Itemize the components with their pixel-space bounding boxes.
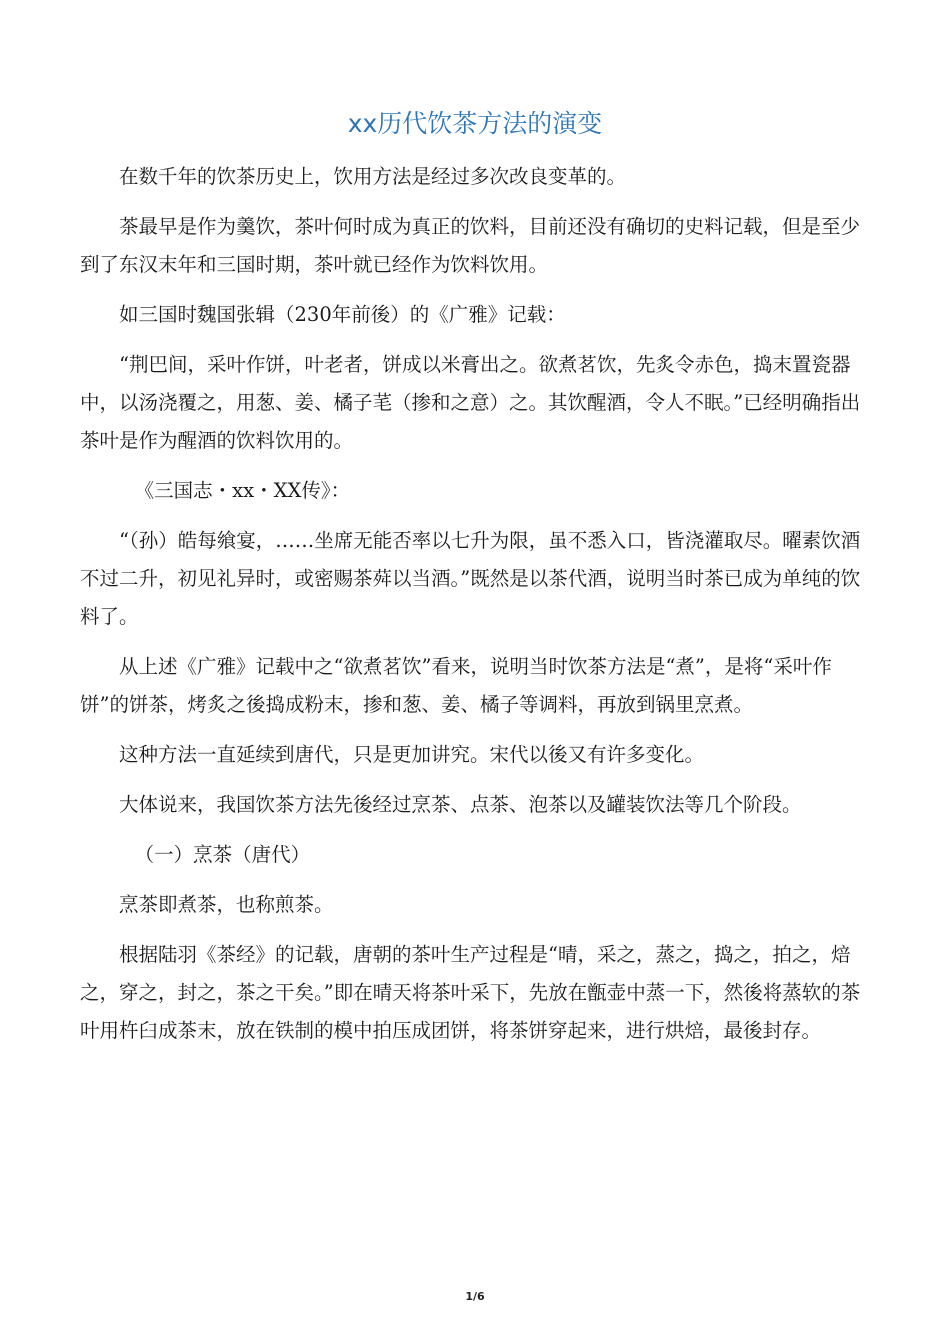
page-number: 1/6 [465, 1290, 485, 1303]
quote-paragraph: “荆巴间，采叶作饼，叶老者，饼成以米膏出之。欲煮茗饮，先炙令赤色，捣末置瓷器中，以汤浇覆之，用葱、姜、橘子芼（掺和之意）之。其饮醒酒，令人不眠。”已经明确指出茶叶是作为醒酒的饮料饮用的。 [80, 353, 861, 452]
paragraph: 大体说来，我国饮茶方法先後经过烹茶、点茶、泡茶以及罐装饮法等几个阶段。 [119, 793, 802, 816]
paragraph: 根据陆羽《茶经》的记载，唐朝的茶叶生产过程是“晴，采之，蒸之，捣之，拍之，焙之，穿之，封之，茶之干矣。”即在晴天将茶叶采下，先放在甑壶中蒸一下，然後将蒸软的茶叶用杵臼成茶末，放在铁制的模中拍压成团饼，将茶饼穿起来，进行烘焙，最後封存。 [80, 943, 861, 1042]
section-heading: （一）烹茶（唐代） [134, 843, 311, 866]
document-body [80, 158, 870, 1062]
quote-paragraph: “（孙）皓每飨宴，……坐席无能否率以七升为限，虽不悉入口，皆浇灌取尽。曜素饮酒不过二升，初见礼异时，或密赐茶荈以当酒。”既然是以茶代酒，说明当时茶已成为单纯的饮料了。 [80, 529, 861, 628]
paragraph: 如三国时魏国张辑（230年前後）的《广雅》记载： [119, 303, 566, 326]
source-citation: 《三国志・xx・XX传》： [134, 479, 351, 502]
document-title: xx历代饮茶方法的演变 [347, 109, 603, 138]
paragraph: 烹茶即煮茶，也称煎茶。 [119, 893, 334, 916]
paragraph: 从上述《广雅》记载中之“欲煮茗饮”看来，说明当时饮茶方法是“煮”，是将“采叶作饼”的饼茶，烤炙之後捣成粉末，掺和葱、姜、橘子等调料，再放到锅里烹煮。 [80, 655, 832, 716]
paragraph: 茶最早是作为羹饮，茶叶何时成为真正的饮料，目前还没有确切的史料记载，但是至少到了东汉末年和三国时期，茶叶就已经作为饮料饮用。 [80, 215, 861, 276]
paragraph: 在数千年的饮茶历史上，饮用方法是经过多次改良变革的。 [119, 165, 627, 188]
paragraph: 这种方法一直延续到唐代，只是更加讲究。宋代以後又有许多变化。 [119, 743, 705, 766]
